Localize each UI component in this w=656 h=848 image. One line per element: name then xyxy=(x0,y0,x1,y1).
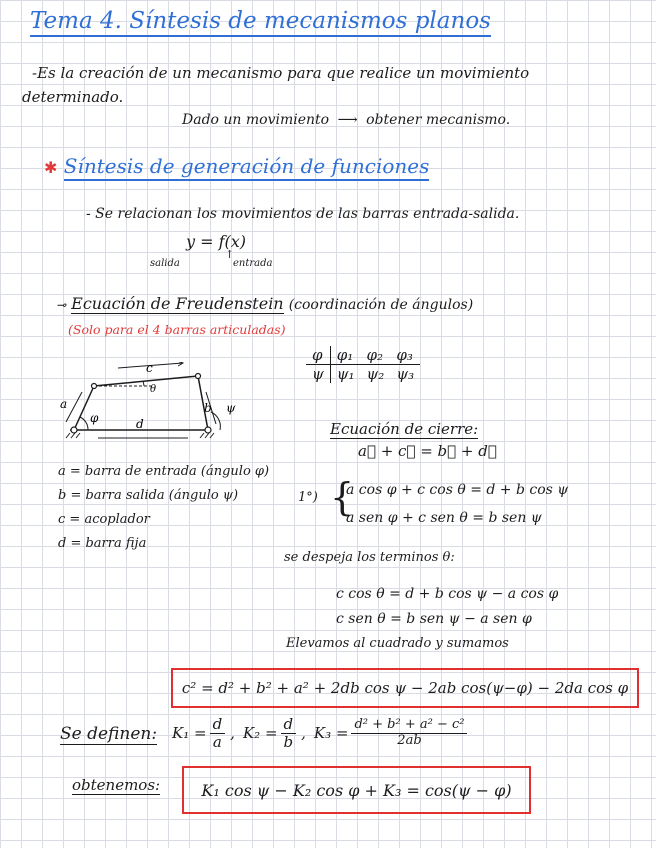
diagram-label-d: d xyxy=(136,417,144,431)
bar-c-coupler xyxy=(94,376,198,386)
angle-cell: ψ₁ xyxy=(336,365,355,383)
definitions-label xyxy=(60,724,157,744)
joint-a-ground xyxy=(71,427,77,433)
freudenstein-subtitle: (coordinación de ángulos) xyxy=(288,297,474,313)
section-title: Síntesis de generación de funciones xyxy=(64,154,430,181)
freudenstein-bullet: ⊸ xyxy=(56,298,67,312)
k1-denominator: a xyxy=(212,732,222,751)
diagram-label-c: c xyxy=(146,362,153,375)
joint-b-ground xyxy=(205,427,211,433)
asterisk-icon: ✱ xyxy=(44,158,58,177)
diagram-label-theta: θ xyxy=(150,384,157,395)
legend-item-d: d = barra fija xyxy=(58,536,147,551)
page-title xyxy=(30,8,491,34)
angle-cell: φ xyxy=(306,346,330,365)
system-brace: { xyxy=(330,475,355,519)
freudenstein-heading xyxy=(56,294,473,313)
k2-numerator: d xyxy=(281,716,297,734)
diagram-label-b: b xyxy=(204,401,212,415)
result-label xyxy=(72,776,160,794)
result-box xyxy=(182,766,531,814)
ground-hatch-left xyxy=(66,433,80,438)
angle-psi-arc xyxy=(211,412,220,430)
angle-cell: φ₂ xyxy=(361,346,391,365)
result-equation: K₁ cos ψ − K₂ cos φ + K₃ = cos(ψ − φ) xyxy=(201,780,512,800)
label-salida: salida xyxy=(150,258,180,269)
intro-dado-line xyxy=(182,112,510,128)
legend-item-a: a = barra de entrada (ángulo φ) xyxy=(58,464,270,479)
legend-item-c: c = acoplador xyxy=(58,512,150,527)
angle-cell: φ₁ xyxy=(331,346,361,365)
k3-numerator: d² + b² + a² − c² xyxy=(351,718,467,733)
angle-cell: φ₃ xyxy=(390,346,420,365)
k1-numerator: d xyxy=(210,716,226,734)
definitions-label-text: Se definen: xyxy=(60,724,158,744)
square-text: Elevamos al cuadrado y sumamos xyxy=(286,636,509,651)
k1-fraction xyxy=(210,716,226,750)
k2-fraction xyxy=(281,716,297,750)
definitions-formulas xyxy=(172,716,470,750)
section-heading xyxy=(44,154,429,178)
ground-hatch-right xyxy=(200,433,214,438)
entrada-arrow-icon: ↑ xyxy=(225,248,235,261)
angle-cell: ψ₃ xyxy=(396,365,415,383)
isolated-eq-1: c cos θ = d + b cos ψ − a cos φ xyxy=(336,586,559,602)
joint-ac xyxy=(92,384,97,389)
angle-phi-arc xyxy=(80,417,88,430)
angle-table xyxy=(306,346,420,383)
page-title-text: Tema 4. Síntesis de mecanismos planos xyxy=(30,8,491,37)
k3-label: K₃ = xyxy=(313,724,349,742)
angle-cell: ψ₂ xyxy=(366,365,385,383)
diagram-label-phi: φ xyxy=(90,411,99,425)
function-expression: y = f(x) xyxy=(186,232,247,251)
system-step: 1°) xyxy=(298,490,318,505)
result-label-text: obtenemos: xyxy=(72,776,161,794)
k3-denominator: 2ab xyxy=(397,732,422,748)
main-equation: c² = d² + b² + a² + 2db cos ψ − 2ab cos(ψ−φ) − 2da cos φ xyxy=(181,679,629,697)
legend-item-b: b = barra salida (ángulo ψ) xyxy=(58,488,239,503)
main-equation-box xyxy=(171,668,639,708)
label-entrada: entrada xyxy=(233,258,273,269)
intro-dado: Dado un movimiento xyxy=(182,112,330,128)
k1-label: K₁ = xyxy=(172,724,207,742)
closure-equation: a⃗ + c⃗ = b⃗ + d⃗ xyxy=(358,442,497,460)
freudenstein-title: Ecuación de Freudenstein xyxy=(71,294,284,313)
separator: , xyxy=(301,724,306,742)
four-bar-diagram xyxy=(58,362,258,452)
arrow-icon: ⟶ xyxy=(337,112,358,128)
separator: , xyxy=(230,724,235,742)
diagram-label-a: a xyxy=(60,397,68,411)
vector-c-arrowhead xyxy=(177,362,183,366)
k2-denominator: b xyxy=(283,732,294,751)
intro-line-2: determinado. xyxy=(22,88,124,106)
intro-line-1: -Es la creación de un mecanismo para que realice un movimiento xyxy=(32,64,530,82)
k3-fraction xyxy=(351,718,467,748)
intro-obtener: obtener mecanismo. xyxy=(366,112,511,128)
diagram-label-psi: ψ xyxy=(226,401,236,415)
angle-table-row-psi xyxy=(306,365,420,384)
angle-cell: ψ xyxy=(312,365,324,383)
k2-label: K₂ = xyxy=(242,724,278,742)
legend xyxy=(58,460,269,556)
closure-title xyxy=(330,420,478,438)
section-relation: - Se relacionan los movimientos de las barras entrada-salida. xyxy=(86,206,520,222)
isolated-eq-2: c sen θ = b sen ψ − a sen φ xyxy=(336,611,532,627)
joint-cb xyxy=(196,374,201,379)
despeja-text: se despeja los terminos θ: xyxy=(284,550,455,565)
closure-title-text: Ecuación de cierre: xyxy=(330,420,479,438)
angle-table-row-phi xyxy=(306,346,420,365)
system-eq-2: a sen φ + c sen θ = b sen ψ xyxy=(346,510,542,526)
freudenstein-note: (Solo para el 4 barras articuladas) xyxy=(68,322,286,337)
system-eq-1: a cos φ + c cos θ = d + b cos ψ xyxy=(346,482,569,498)
